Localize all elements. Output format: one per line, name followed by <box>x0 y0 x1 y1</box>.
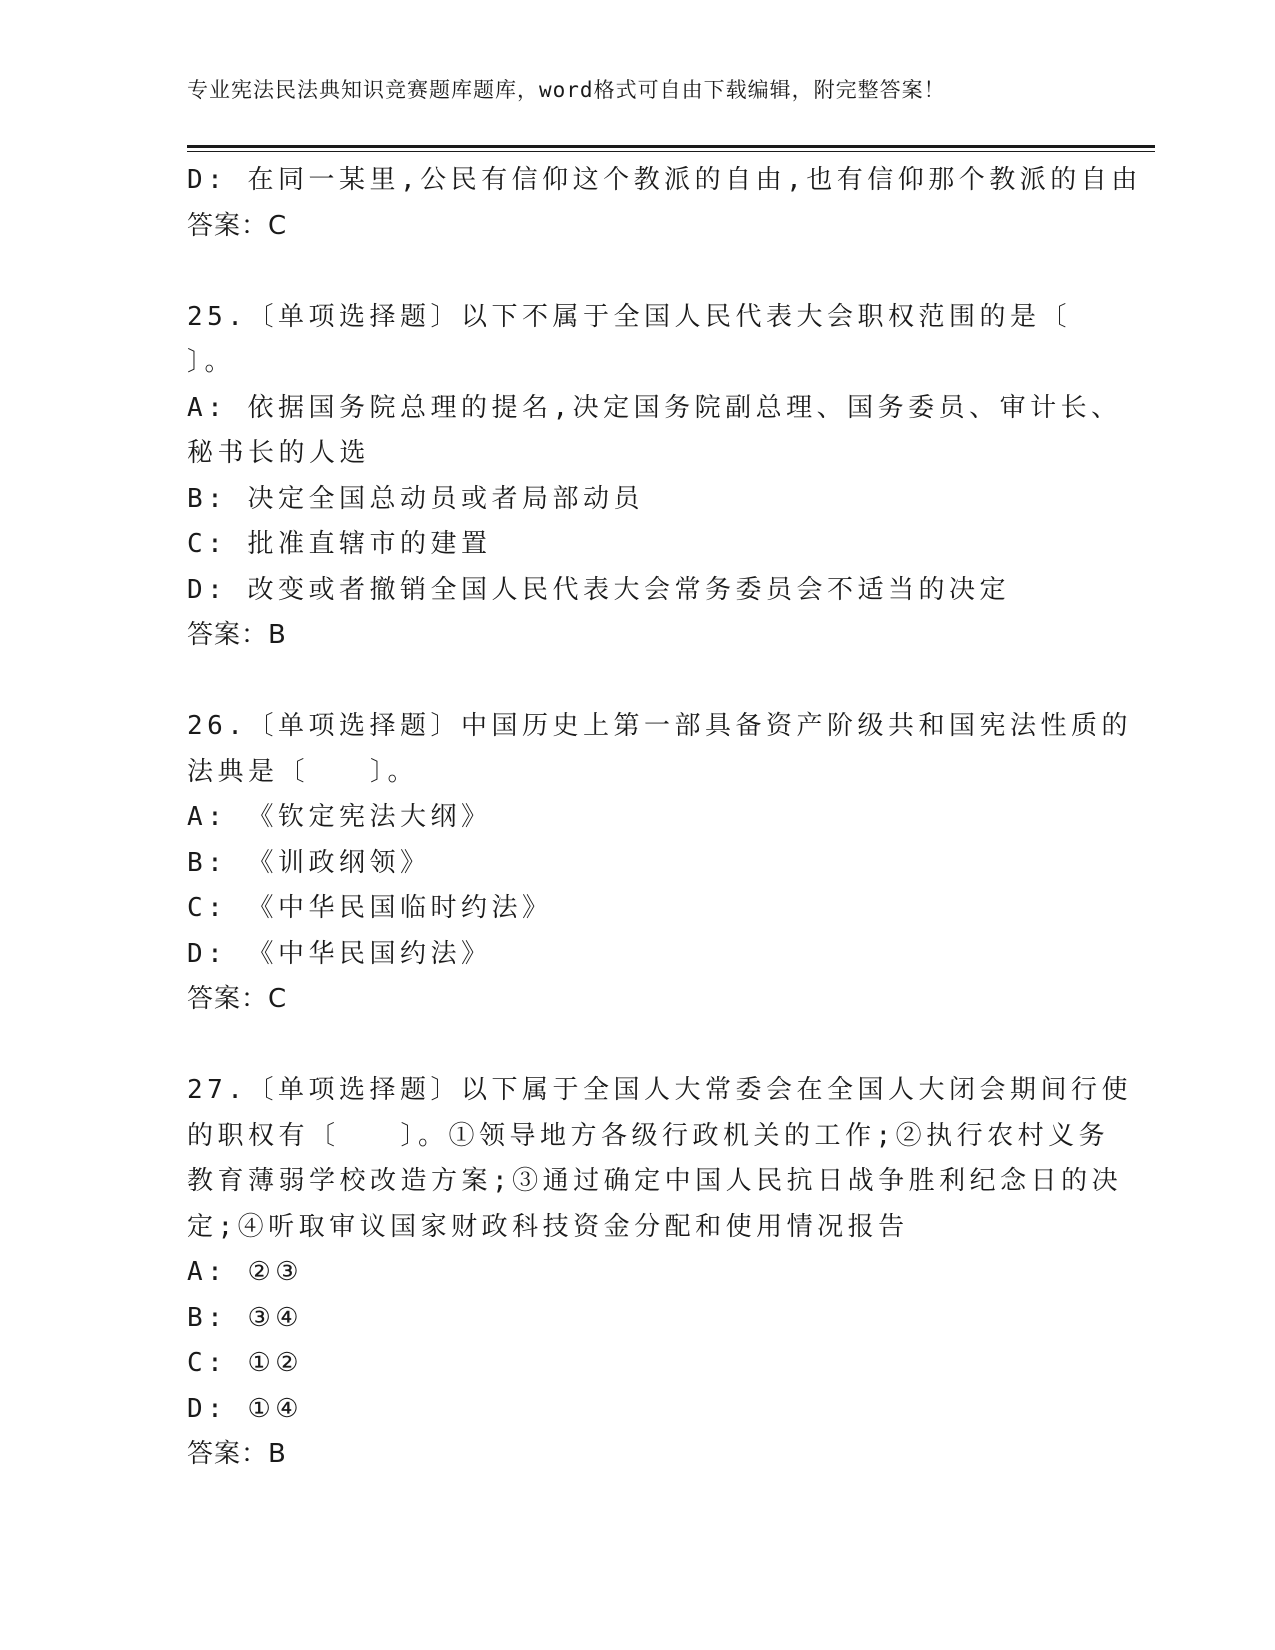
header-rule-thin <box>187 151 1155 152</box>
option-c: C: 《中华民国临时约法》 <box>187 893 553 923</box>
option-a: A: ②③ <box>187 1257 304 1287</box>
spacer <box>187 249 1087 295</box>
question-stem-line: 的职权有〔 〕。①领导地方各级行政机关的工作;②执行农村义务 <box>187 1120 1110 1151</box>
question-stem-line: 教育薄弱学校改造方案;③通过确定中国人民抗日战争胜利纪念日的决 <box>187 1166 1123 1196</box>
option-b: B: 决定全国总动员或者局部动员 <box>187 483 644 514</box>
option-d: D: ①④ <box>187 1393 304 1424</box>
spacer <box>187 659 1087 705</box>
option-c: C: ①② <box>187 1348 304 1378</box>
document-body <box>187 158 1142 1478</box>
question-stem-line: 法典是〔 〕。 <box>187 756 419 787</box>
question-27 <box>187 1068 1132 1478</box>
page-header-text: 专业宪法民法典知识竞赛题库题库，word格式可自由下载编辑，附完整答案！ <box>187 78 946 102</box>
option-a: A: 《钦定宪法大纲》 <box>187 802 492 832</box>
question-stem-line: 定;④听取审议国家财政科技资金分配和使用情况报告 <box>187 1211 909 1242</box>
question-26 <box>187 704 1132 1023</box>
header-rule-thick <box>187 145 1155 148</box>
answer: 答案：C <box>187 984 288 1014</box>
question-25 <box>187 295 1122 659</box>
option-a-line: A: 依据国务院总理的提名,决定国务院副总理、国务委员、审计长、 <box>187 392 1122 423</box>
prev-option-d: D: 在同一某里,公民有信仰这个教派的自由,也有信仰那个教派的自由 <box>187 165 1142 195</box>
question-stem-line: 25.〔单项选择题〕以下不属于全国人民代表大会职权范围的是〔 <box>187 301 1071 332</box>
question-stem-line: 〕。 <box>187 347 236 377</box>
question-stem-line: 26.〔单项选择题〕中国历史上第一部具备资产阶级共和国宪法性质的 <box>187 711 1132 741</box>
option-b: B: 《训政纲领》 <box>187 847 431 878</box>
option-c: C: 批准直辖市的建置 <box>187 529 492 559</box>
question-stem-line: 27.〔单项选择题〕以下属于全国人大常委会在全国人大闭会期间行使 <box>187 1075 1132 1105</box>
option-a-line-cont: 秘书长的人选 <box>187 438 371 468</box>
spacer <box>187 1023 1087 1069</box>
prev-answer: 答案：C <box>187 210 288 241</box>
answer: 答案：B <box>187 1439 287 1469</box>
option-d: D: 《中华民国约法》 <box>187 938 492 969</box>
option-d: D: 改变或者撤销全国人民代表大会常务委员会不适当的决定 <box>187 574 1010 605</box>
answer: 答案：B <box>187 620 287 650</box>
option-b: B: ③④ <box>187 1302 304 1333</box>
